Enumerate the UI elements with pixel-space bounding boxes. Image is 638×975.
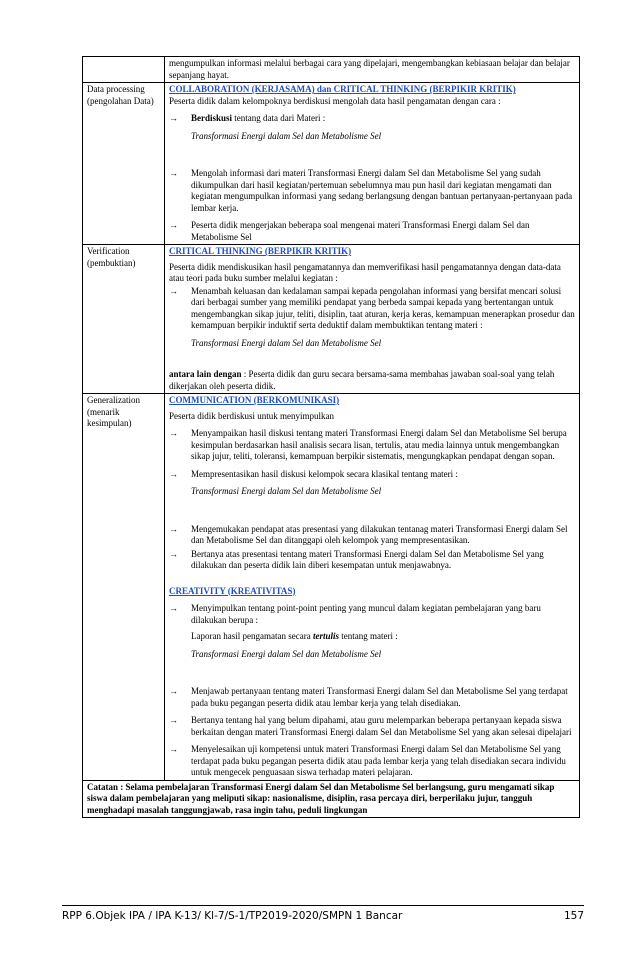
- step-text: Mengolah informasi dari materi Transformasi Energi dalam Sel dan Metabolisme Sel yang sudah dikumpulkan dari hasil kegiatan/pertemuan sebelumnya mau pun hasil dari kegiatan mengamati dan kegiatan mengumpulkan informasi yang sedang berlangsung dengan bantuan pertanyaan-pertanyaan pada lembar kerja.: [191, 168, 573, 213]
- table-row: [83, 83, 580, 245]
- table-row: [83, 780, 580, 818]
- list-item: [169, 469, 575, 481]
- list-item: [169, 549, 575, 572]
- content-cell: [165, 83, 580, 245]
- step-text: Menjawab pertanyaan tentang materi Transformasi Energi dalam Sel dan Metabolisme Sel yang terdapat pada buku pegangan peserta didik atau lembar kerja yang telah disediakan.: [191, 686, 568, 708]
- stage-label-data-processing: Data processing (pengolahan Data): [83, 83, 165, 245]
- list-item: [169, 168, 575, 214]
- arrow-icon: →: [169, 285, 178, 296]
- arrow-icon: →: [169, 220, 178, 230]
- step-text: Bertanya tentang hal yang belum dipahami, atau guru melemparkan beberapa pertanyaan kepada siswa berkaitan dengan materi Transformasi Energi dalam Sel dan Metabolisme Sel yang akan selesai dipelajari: [191, 715, 572, 737]
- arrow-icon: →: [169, 686, 178, 696]
- step-text: Bertanya atas presentasi tentang materi Transformasi Energi dalam Sel dan Metabolisme Sel yang dilakukan dan peserta didik lain diberi kesempatan untuk menjawabnya.: [191, 548, 544, 570]
- page-footer: [62, 905, 584, 922]
- table-row: [83, 394, 580, 781]
- emphasis-text: tertulis: [312, 631, 339, 641]
- note-cell: Catatan : Selama pembelajaran Transformasi Energi dalam Sel dan Metabolisme Sel berlangsung, guru mengamati sikap siswa dalam pembelajaran yang meliputi sikap: nasionalisme, disiplin, rasa percaya diri, berperilaku jujur, tangguh menghadapi masalah tanggungjawab, rasa ingin tahu, peduli lingkungan: [83, 780, 580, 818]
- top-text: mengumpulkan informasi melalui berbagai cara yang dipelajari, mengembangkan kebiasaan belajar dan belajar sepanjang hayat.: [169, 58, 570, 80]
- list-item: [169, 286, 575, 332]
- list-item: [169, 686, 575, 709]
- content-cell: [165, 57, 580, 83]
- topic-text: Transformasi Energi dalam Sel dan Metabolisme Sel: [191, 130, 382, 141]
- activity-table: [82, 56, 580, 818]
- stage-label-verification: Verification (pembuktian): [83, 245, 165, 394]
- intro-text: Peserta didik mendiskusikan hasil pengamatannya dan memverifikasi hasil pengamatannya dengan data-data atau teori pada buku sumber melalui kegiatan :: [169, 261, 561, 283]
- step-text: Menyampaikan hasil diskusi tentang materi Transformasi Energi dalam Sel dan Metabolisme Sel berupa kesimpulan berdasarkan hasil analisis secara lisan, tertulis, atau media lainnya untuk mengembangkan sikap jujur, teliti, toleransi, kemampuan berpikir sistematis, mengungkapkan pendapat dengan sopan.: [191, 428, 567, 461]
- document-page: [82, 56, 580, 818]
- topic-text: Transformasi Energi dalam Sel dan Metabolisme Sel: [191, 337, 382, 348]
- stage-label-generalization: Generalization (menarik kesimpulan): [83, 394, 165, 781]
- arrow-icon: →: [169, 468, 178, 479]
- arrow-icon: →: [169, 428, 178, 438]
- content-cell: [165, 245, 580, 394]
- section-heading: COMMUNICATION (BERKOMUNIKASI): [169, 395, 340, 405]
- step-text: Menyimpulkan tentang point-point penting yang muncul dalam kegiatan pembelajaran yang baru dilakukan berupa :: [191, 603, 541, 625]
- table-row: [83, 57, 580, 83]
- step-text: Menyelesaikan uji kompetensi untuk materi Transformasi Energi dalam Sel dan Metabolisme Sel yang terdapat pada buku pegangan peserta didik atau pada lembar kerja yang telah disediakan secara individu untuk mengecek penguasaan siswa terhadap materi pelajaran.: [191, 744, 566, 777]
- topic-text: Transformasi Energi dalam Sel dan Metabolisme Sel: [191, 486, 382, 496]
- intro-text: Peserta didik dalam kelompoknya berdiskusi mengolah data hasil pengamatan dengan cara :: [169, 95, 501, 106]
- arrow-icon: →: [169, 548, 178, 559]
- arrow-icon: →: [169, 523, 178, 534]
- list-item: [169, 524, 575, 547]
- bold-text: antara lain dengan: [169, 369, 242, 379]
- bold-text: Berdiskusi: [191, 113, 233, 123]
- page-number: 157: [563, 910, 584, 922]
- list-item: [169, 603, 575, 626]
- footer-doc-id: RPP 6.Objek IPA / IPA K-13/ Kl-7/S-1/TP2019-2020/SMPN 1 Bancar: [62, 910, 403, 922]
- arrow-icon: →: [169, 113, 178, 123]
- step-text: tentang data dari Materi :: [232, 113, 326, 123]
- list-item: [169, 113, 575, 125]
- arrow-icon: →: [169, 744, 178, 754]
- list-item: [169, 744, 575, 779]
- section-heading: CRITICAL THINKING (BERPIKIR KRITIK): [169, 246, 352, 256]
- closing-text: : Peserta didik dan guru secara bersama-sama membahas jawaban soal-soal yang telah dikerjakan oleh peserta didik.: [169, 369, 555, 391]
- step-text: Peserta didik mengerjakan beberapa soal mengenai materi Transformasi Energi dalam Sel dan Metabolisme Sel: [191, 220, 530, 242]
- list-item: [169, 220, 575, 243]
- table-row: [83, 245, 580, 394]
- label-cell: [83, 57, 165, 83]
- list-item: [169, 428, 575, 463]
- topic-text: Transformasi Energi dalam Sel dan Metabolisme Sel: [191, 648, 382, 659]
- report-text: Laporan hasil pengamatan secara tertulis tentang materi :: [191, 631, 398, 641]
- step-text: Menambah keluasan dan kedalaman sampai kepada pengolahan informasi yang bersifat mencari solusi dari berbagai sumber yang memiliki pendapat yang berbeda sampai kepada yang bertentangan untuk mengembangkan sikap jujur, teliti, disiplin, taat aturan, kerja keras, kemampuan menerapkan prosedur dan kemampuan berpikir induktif serta deduktif dalam membuktikan tentang materi :: [191, 285, 575, 330]
- arrow-icon: →: [169, 168, 178, 178]
- step-text: Mengemukakan pendapat atas presentasi yang dilakukan tentanag materi Transformasi Energi dalam Sel dan Metabolisme Sel dan ditanggapi oleh kelompok yang mempresentasikan.: [191, 523, 568, 545]
- arrow-icon: →: [169, 603, 178, 613]
- list-item: [169, 715, 575, 738]
- content-cell: [165, 394, 580, 781]
- intro-text: Peserta didik berdiskusi untuk menyimpulkan: [169, 410, 334, 421]
- section-heading: COLLABORATION (KERJASAMA) dan CRITICAL THINKING (BERPIKIR KRITIK): [169, 84, 516, 94]
- section-heading: CREATIVITY (KREATIVITAS): [169, 585, 296, 596]
- step-text: Mempresentasikan hasil diskusi kelompok secara klasikal tentang materi :: [191, 468, 458, 479]
- arrow-icon: →: [169, 715, 178, 725]
